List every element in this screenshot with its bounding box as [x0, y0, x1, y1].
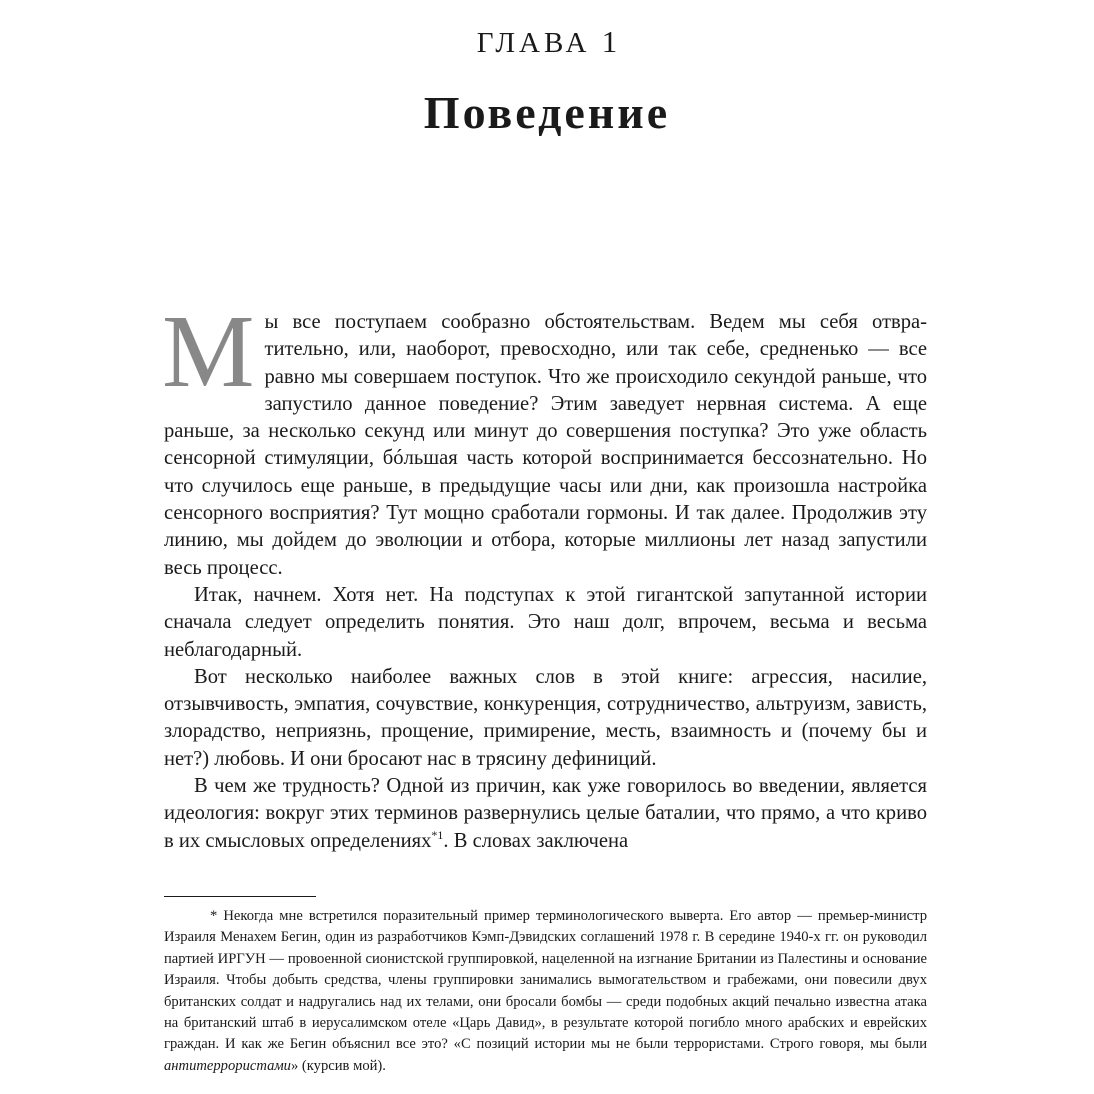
chapter-title: Поведение	[423, 87, 671, 138]
paragraph-4-text-end: . В словах заключена	[443, 829, 629, 852]
chapter-label	[0, 24, 1094, 60]
footnote-text	[164, 906, 927, 1077]
footnote	[164, 906, 927, 1077]
paragraph-2: Итак, начнем. Хотя нет. На подступах к этой гигантской запутанной истории сначала следует определить понятия. Это наш долг, впрочем, весьма и весьма неблагодарный.	[164, 583, 927, 661]
body-text	[162, 294, 927, 855]
paragraph-1-text: ы все поступаем сообразно обстоятельствам. Ведем мы себя отвратительно, или, наоборот, превосходно, или так себе, средненько — все равно мы совершаем поступок. Что же происходило секундой раньше, что запустило данное поведение? Этим заведует нервная система. А еще раньше, за несколько секунд или минут до совершения поступка? Это уже область сенсорной стимуляции, бóльшая часть которой воспринимается бессознательно. Но что случилось еще раньше, в предыдущие часы или дни, как произошла настройка сенсорного восприятия? Тут мощно сработали гормоны. И так далее. Продолжив эту линию, мы дойдем до эволюции и отбора, которые миллионы лет назад запустили весь процесс.	[164, 311, 927, 579]
footnote-end: » (курсив мой).	[290, 1057, 386, 1074]
paragraph-3: Вот несколько наиболее важных слов в этой книге: агрессия, насилие, отзывчивость, эмпатия, сочувствие, конкуренция, сотрудничество, альтруизм, зависть, злорадство, неприязнь, прощение, примирение, месть, взаимность и (почему бы и нет?) любовь. И они бросают нас в трясину дефиниций.	[164, 665, 927, 770]
drop-cap: М	[162, 294, 255, 409]
paragraph-4-text: В чем же трудность? Одной из причин, как уже говорилось во введении, является идеология: вокруг этих терминов развернулись целые баталии, что прямо, а что криво в их смысловых определениях	[164, 775, 927, 852]
footnote-marker: *	[210, 908, 218, 924]
paragraph-4	[164, 773, 927, 855]
paragraph-1	[162, 294, 927, 582]
footnote-italic: антитеррористами	[164, 1057, 291, 1074]
footnote-body: Некогда мне встретился поразительный пример терминологического выверта. Его автор — премьер-министр Израиля Менахем Бегин, один из разработчиков Кэмп-Дэвидских соглашений 1978 г. В середине 1940-х гг. он руководил партией ИРГУН — провоенной сионистской группировкой, нацеленной на изгнание Британии из Палестины и основание Израиля. Чтобы добыть средства, члены группировки занимались вымогательством и грабежами, они повесили двух британских солдат и надругались над их телами, они бросали бомбы — среди подобных акций печально известна атака на британский штаб в иерусалимском отеле «Царь Давид», в результате которой погибло много арабских и еврейских граждан. И как же Бегин объяснил все это? «С позиций истории мы не были террористами. Строго говоря, мы были	[164, 908, 927, 1053]
footnote-divider	[164, 896, 316, 897]
chapter-label-word: ГЛАВА	[476, 27, 591, 59]
chapter-number: 1	[601, 24, 618, 59]
footnote-reference[interactable]: *1	[431, 827, 444, 842]
